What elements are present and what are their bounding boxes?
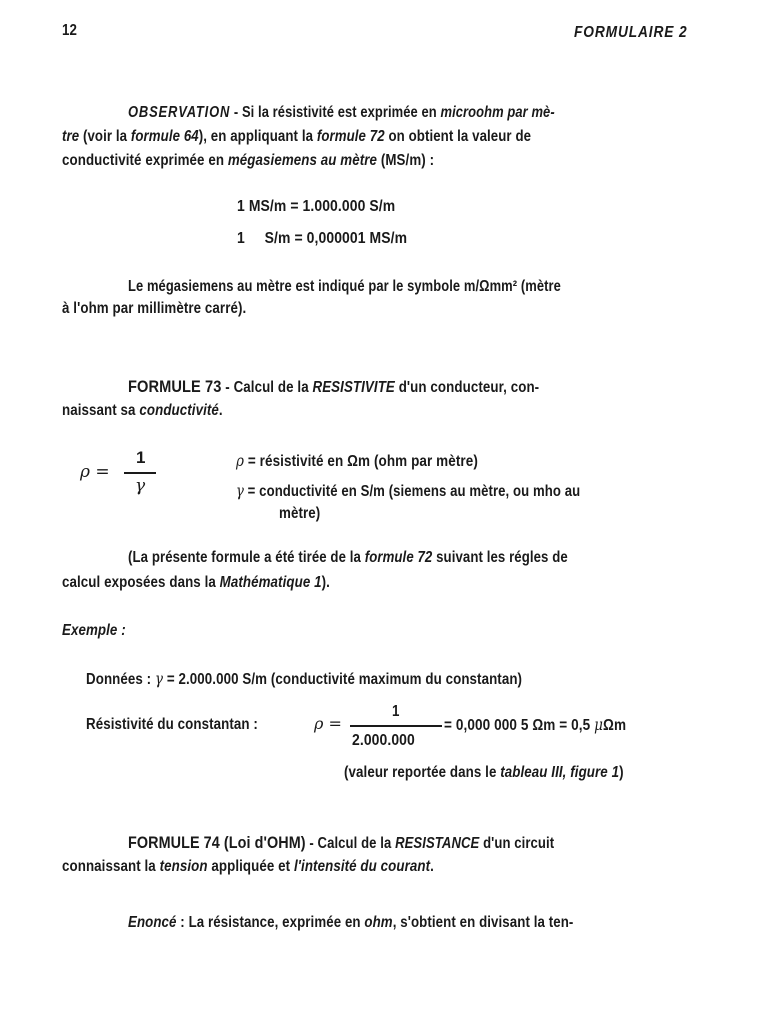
rho-symbol: ρ bbox=[236, 452, 245, 470]
resistivity-computation bbox=[86, 700, 726, 756]
text-run: = 0,000 000 5 Ωm = 0,5 bbox=[444, 717, 595, 734]
formula-lhs: ρ = bbox=[80, 462, 110, 482]
text-run: (voir la bbox=[79, 128, 131, 145]
text-run: calcul exposées dans la bbox=[62, 574, 220, 591]
text-run: conductivité exprimée en bbox=[62, 152, 228, 169]
observation-line-2 bbox=[62, 128, 531, 146]
text-run: naissant sa bbox=[62, 402, 140, 419]
text-run: (La présente formule a été tirée de la bbox=[128, 549, 365, 566]
formule-74-line-2 bbox=[62, 858, 434, 876]
equation-s-to-ms bbox=[237, 230, 407, 248]
equation-ms-to-s: 1 MS/m = 1.000.000 S/m bbox=[237, 198, 396, 215]
formula-rho-equals-1-over-gamma bbox=[80, 448, 160, 508]
observation-line-3 bbox=[62, 152, 434, 170]
formula-reference: formule 64 bbox=[130, 128, 199, 145]
note-line-2 bbox=[62, 574, 330, 592]
formule-73-label: FORMULE 73 bbox=[128, 377, 222, 396]
emphasis: RESISTANCE bbox=[395, 835, 480, 852]
text-run: . bbox=[218, 402, 223, 419]
resistivity-numerator: 1 bbox=[392, 703, 400, 720]
emphasis: Mathématique 1 bbox=[219, 574, 322, 591]
emphasis: RESISTIVITE bbox=[312, 379, 395, 396]
formula-numerator: 1 bbox=[136, 448, 146, 467]
fraction-bar bbox=[350, 725, 442, 727]
text-run: d'un conducteur, con- bbox=[394, 379, 540, 396]
formula-denominator: γ bbox=[135, 476, 146, 496]
resistivity-label: Résistivité du constantan : bbox=[86, 716, 258, 733]
definition-rho bbox=[236, 452, 478, 471]
text-run: = résistivité en Ωm (ohm par mètre) bbox=[244, 453, 478, 470]
mu-symbol: μ bbox=[594, 716, 604, 734]
emphasis: l'intensité du courant bbox=[293, 858, 431, 875]
text-run: - Calcul de la bbox=[221, 379, 313, 396]
text-run: ), en appliquant la bbox=[198, 128, 317, 145]
text-run: - Si la résistivité est exprimée en bbox=[230, 104, 441, 121]
formule-73-line-2 bbox=[62, 402, 223, 420]
text-run: suivant les régles de bbox=[432, 549, 568, 566]
text-run: (MS/m) : bbox=[377, 152, 435, 169]
emphasis: microohm par mè- bbox=[440, 104, 555, 121]
text-run: ). bbox=[321, 574, 330, 591]
emphasis: conductivité bbox=[139, 402, 219, 419]
resistivity-result bbox=[444, 716, 626, 735]
text-run: , s'obtient en divisant la ten- bbox=[392, 914, 574, 931]
observation-line-1 bbox=[128, 104, 555, 122]
resistivity-rho: ρ = bbox=[314, 714, 342, 733]
example-label: Exemple : bbox=[62, 622, 126, 639]
text-run: - Calcul de la bbox=[305, 835, 396, 852]
text-run: (valeur reportée dans le bbox=[344, 764, 501, 781]
enonce-label: Enoncé bbox=[128, 914, 177, 931]
text-run: . bbox=[430, 858, 434, 875]
page-number: 12 bbox=[62, 22, 78, 39]
text-run: = 2.000.000 S/m (conductivité maximum du constantan) bbox=[163, 671, 523, 688]
text-run: Ωm bbox=[603, 717, 627, 734]
gamma-symbol: γ bbox=[155, 670, 164, 688]
example-donnees bbox=[86, 670, 522, 689]
gamma-symbol: γ bbox=[236, 482, 244, 500]
formula-reference: formule 72 bbox=[316, 128, 385, 145]
definition-gamma bbox=[236, 482, 580, 501]
fraction-bar bbox=[124, 472, 156, 474]
formula-reference: formule 72 bbox=[364, 549, 433, 566]
formule-74-heading bbox=[128, 834, 554, 853]
symbol-line-2: à l'ohm par millimètre carré). bbox=[62, 300, 247, 317]
text-run: Données : bbox=[86, 671, 156, 688]
emphasis: tre bbox=[62, 128, 80, 145]
note-line-1 bbox=[128, 549, 568, 567]
text-run: S/m = 0,000001 MS/m bbox=[264, 230, 408, 247]
text-run: : La résistance, exprimée en bbox=[176, 914, 365, 931]
table-reference bbox=[344, 764, 624, 782]
formule-73-heading bbox=[128, 378, 539, 397]
formule-74-label: FORMULE 74 (Loi d'OHM) bbox=[128, 833, 306, 852]
text-run: = conductivité en S/m (siemens au mètre, ou mho au bbox=[243, 483, 581, 500]
symbol-line-1: Le mégasiemens au mètre est indiqué par le symbole m/Ωmm² (mètre bbox=[128, 278, 561, 295]
resistivity-denominator: 2.000.000 bbox=[352, 732, 415, 749]
running-title: FORMULAIRE 2 bbox=[574, 24, 688, 41]
text-run: 1 bbox=[237, 230, 245, 247]
observation-label: OBSERVATION bbox=[128, 104, 231, 121]
text-run: appliquée et bbox=[207, 858, 294, 875]
emphasis: mégasiemens au mètre bbox=[227, 152, 378, 169]
emphasis: tableau III, figure 1 bbox=[500, 764, 620, 781]
definition-gamma-continued: mètre) bbox=[279, 505, 321, 522]
text-run: ) bbox=[619, 764, 624, 781]
text-run: d'un circuit bbox=[479, 835, 555, 852]
text-run: on obtient la valeur de bbox=[384, 128, 532, 145]
emphasis: tension bbox=[159, 858, 208, 875]
emphasis: ohm bbox=[364, 914, 393, 931]
text-run: connaissant la bbox=[62, 858, 160, 875]
enonce-line bbox=[128, 914, 573, 932]
